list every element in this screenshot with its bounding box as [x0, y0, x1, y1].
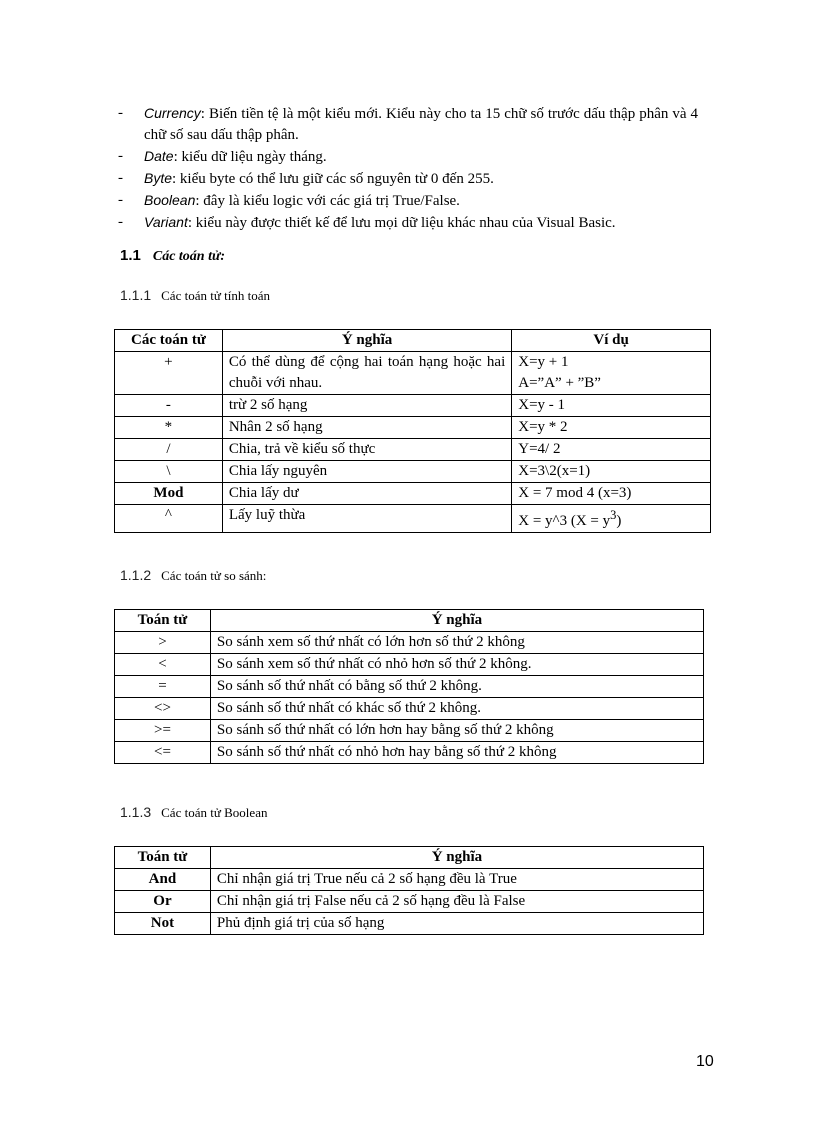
table-header-row: Toán tử Ý nghĩa — [115, 610, 704, 632]
table-row: = So sánh số thứ nhất có bằng số thứ 2 không. — [115, 676, 704, 698]
table-row: + Có thể dùng để cộng hai toán hạng hoặc hai chuỗi với nhau. X=y + 1 A=”A” + ”B” — [115, 352, 711, 395]
table-row: \ Chia lấy nguyên X=3\2(x=1) — [115, 461, 711, 483]
bullet-boolean: - Boolean: đây là kiểu logic với các giá trị True/False. — [118, 192, 460, 209]
bullet-variant: - Variant: kiểu này được thiết kế để lưu mọi dữ liệu khác nhau của Visual Basic. — [118, 214, 616, 231]
bullet-date: - Date: kiểu dữ liệu ngày tháng. — [118, 148, 327, 165]
table-header-row: Toán tử Ý nghĩa — [115, 847, 704, 869]
table-row: * Nhân 2 số hạng X=y * 2 — [115, 417, 711, 439]
table-row: Mod Chia lấy dư X = 7 mod 4 (x=3) — [115, 483, 711, 505]
boolean-operators-table — [114, 846, 704, 935]
table-row: > So sánh xem số thứ nhất có lớn hơn số thứ 2 không — [115, 632, 704, 654]
table-row: Or Chỉ nhận giá trị False nếu cả 2 số hạng đều là False — [115, 891, 704, 913]
subsection-heading-boolean: 1.1.3 Các toán tử Boolean — [120, 804, 268, 820]
table-row: <= So sánh số thứ nhất có nhỏ hơn hay bằng số thứ 2 không — [115, 742, 704, 764]
table-row: < So sánh xem số thứ nhất có nhỏ hơn số thứ 2 không. — [115, 654, 704, 676]
table-header-row: Các toán tử Ý nghĩa Ví dụ — [115, 330, 711, 352]
bullet-currency: - Currency: Biến tiền tệ là một kiểu mới. Kiểu này cho ta 15 chữ số trước dấu thập phân và 4 chữ số sau dấu thập phân. — [118, 105, 698, 143]
table-row: <> So sánh số thứ nhất có khác số thứ 2 không. — [115, 698, 704, 720]
table-row: >= So sánh số thứ nhất có lớn hơn hay bằng số thứ 2 không — [115, 720, 704, 742]
table-row: Not Phủ định giá trị của số hạng — [115, 913, 704, 935]
table-row: And Chỉ nhận giá trị True nếu cả 2 số hạng đều là True — [115, 869, 704, 891]
comparison-operators-table — [114, 609, 704, 764]
bullet-list — [118, 103, 698, 234]
table-row: - trừ 2 số hạng X=y - 1 — [115, 395, 711, 417]
table-row: ^ Lấy luỹ thừa X = y^3 $(X = y^3)$ — [115, 505, 711, 533]
table-row: / Chia, trả về kiểu số thực Y=4/ 2 — [115, 439, 711, 461]
subsection-heading-arithmetic: 1.1.1 Các toán tử tính toán — [120, 287, 270, 303]
subsection-heading-comparison: 1.1.2 Các toán tử so sánh: — [120, 567, 267, 583]
arithmetic-operators-table — [114, 329, 711, 533]
page-number: 10 — [696, 1053, 714, 1070]
bullet-byte: - Byte: kiểu byte có thể lưu giữ các số nguyên từ 0 đến 255. — [118, 170, 494, 187]
section-heading: 1.1 Các toán tử: — [120, 247, 226, 264]
